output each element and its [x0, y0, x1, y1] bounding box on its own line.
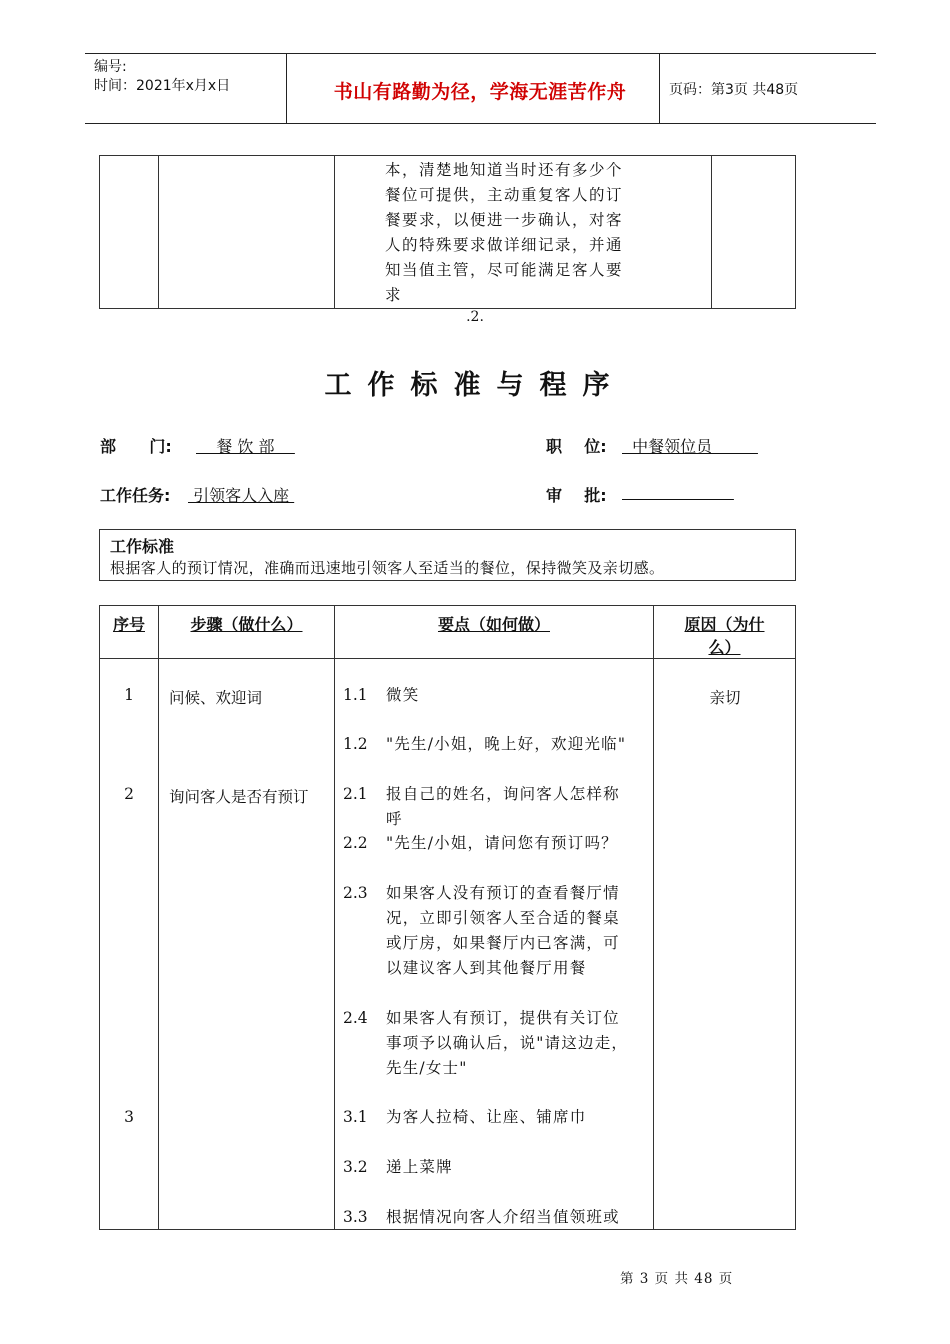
point-number: 2.2: [343, 834, 368, 852]
point-number: 2.3: [343, 884, 368, 902]
continuation-table: [99, 155, 796, 309]
point-text: 为客人拉椅、让座、铺席巾: [386, 1108, 587, 1126]
point-number: 2.4: [343, 1009, 368, 1027]
cont-line: 知当值主管，尽可能满足客人要: [385, 261, 624, 279]
header-page-info: 页码：第3页 共48页: [669, 82, 799, 98]
point-number: 3.1: [343, 1108, 368, 1126]
approve-label: 审 批:: [546, 486, 607, 505]
document-title: 工作标准与程序: [324, 370, 626, 401]
cont-line: 求: [385, 286, 403, 304]
header-motto: 书山有路勤为径，学海无涯苦作舟: [333, 81, 627, 103]
cont-cell-reason: [712, 156, 796, 309]
header-meta: [94, 58, 230, 96]
header-points: 要点（如何做）: [335, 606, 654, 659]
number-label: 编号:: [94, 59, 127, 75]
body-step-col: [159, 659, 335, 1230]
point-text: 根据情况向客人介绍当值领班或: [386, 1208, 620, 1226]
approve-value: [622, 483, 734, 502]
header-reason: 原因（为什 么）: [654, 606, 796, 659]
page-mark: .2.: [466, 309, 484, 325]
point-text: 如果客人没有预订的查看餐厅情 况，立即引领客人至合适的餐桌 或厅房，如果餐厅内已客满，可 以建议客人到其他餐厅用餐: [386, 884, 620, 977]
point-text: 递上菜牌: [386, 1158, 453, 1176]
point-text: 如果客人有预订，提供有关订位 事项予以确认后，说"请这边走， 先生/女士": [386, 1009, 629, 1077]
work-standard-title: 工作标准: [110, 537, 175, 556]
point-text: 报自己的姓名，询问客人怎样称 呼: [386, 785, 620, 828]
table-header-row: [100, 606, 796, 659]
page-header: [85, 53, 876, 124]
row-step: 询问客人是否有预订: [169, 788, 309, 806]
cont-line: 本，清楚地知道当时还有多少个: [385, 161, 624, 179]
point-number: 3.2: [343, 1158, 368, 1176]
point-text: "先生/小姐，晚上好，欢迎光临": [386, 735, 627, 753]
cont-line: 餐要求，以便进一步确认，对客: [385, 211, 624, 229]
point-number: 1.1: [343, 686, 368, 704]
time-label: 时间：2021年x月x日: [94, 78, 231, 94]
point-number: 1.2: [343, 735, 368, 753]
header-no: 序号: [100, 606, 159, 659]
header-step: 步骤（做什么）: [159, 606, 335, 659]
body-reason-col: [654, 659, 796, 1230]
row-reason: 亲切: [709, 689, 741, 707]
page-footer: 第 3 页 共 48 页: [620, 1271, 734, 1287]
point-number: 2.1: [343, 785, 368, 803]
task-label: 工作任务:: [100, 486, 171, 505]
cont-cell-no: [100, 156, 159, 309]
point-text: "先生/小姐，请问您有预订吗？: [386, 834, 618, 852]
cont-cell-points: [335, 156, 712, 309]
cont-cell-step: [159, 156, 335, 309]
body-no-col: [100, 659, 159, 1230]
cont-line: 人的特殊要求做详细记录，并通: [385, 236, 624, 254]
position-value: 中餐领位员: [622, 437, 758, 456]
point-text: 微笑: [386, 686, 420, 704]
work-standard-text: 根据客人的预订情况，准确而迅速地引领客人至适当的餐位，保持微笑及亲切感。: [110, 559, 665, 577]
work-standard-box: [99, 529, 796, 581]
dept-value: 餐 饮 部: [196, 437, 295, 456]
row-number: 2: [124, 785, 134, 803]
dept-label: 部 门:: [100, 437, 172, 456]
cont-line: 餐位可提供，主动重复客人的订: [385, 186, 624, 204]
position-label: 职 位:: [546, 437, 607, 456]
point-number: 3.3: [343, 1208, 368, 1226]
row-number: 1: [124, 686, 134, 704]
row-number: 3: [124, 1108, 134, 1126]
row-step: 问候、欢迎词: [169, 689, 263, 707]
task-value: 引领客人入座: [188, 486, 295, 505]
header-divider: [286, 54, 287, 123]
